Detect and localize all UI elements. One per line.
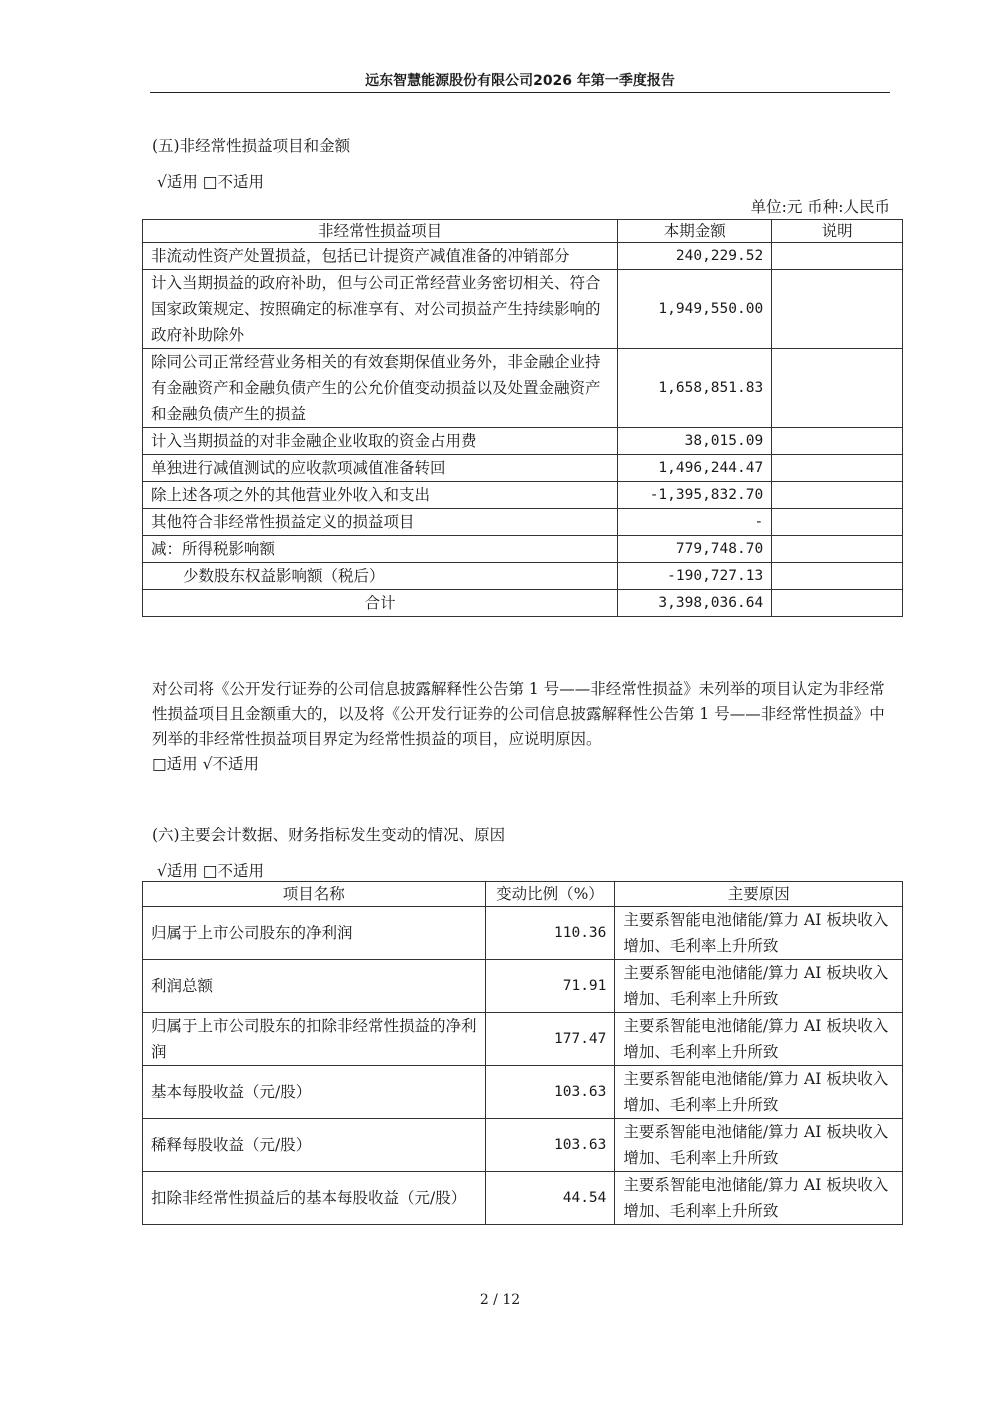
page-number: 2 / 12 (479, 1292, 521, 1308)
table-row (143, 1013, 903, 1066)
row-item: 除同公司正常经营业务相关的有效套期保值业务外，非金融企业持有金融资产和金融负债产生的公允价值变动损益以及处置金融资产和金融负债产生的损益 (143, 349, 618, 428)
row-amount: -190,727.13 (618, 563, 772, 590)
row-item: 少数股东权益影响额（税后） (143, 563, 618, 590)
row-item: 计入当期损益的政府补助，但与公司正常经营业务密切相关、符合国家政策规定、按照确定的标准享有、对公司损益产生持续影响的政府补助除外 (143, 270, 618, 349)
table-row (143, 482, 903, 509)
row-item: 其他符合非经常性损益定义的损益项目 (143, 509, 618, 536)
table-row (143, 536, 903, 563)
table-header-row (143, 882, 903, 907)
row-reason: 主要系智能电池储能/算力 AI 板块收入增加、毛利率上升所致 (615, 1013, 903, 1066)
column-header: 本期金额 (618, 220, 772, 243)
row-item: 基本每股收益（元/股） (143, 1066, 486, 1119)
column-header: 非经常性损益项目 (143, 220, 618, 243)
table-row (143, 1066, 903, 1119)
table-row (143, 1172, 903, 1225)
unit-label: 单位:元 币种:人民币 (750, 198, 890, 216)
row-note (772, 482, 903, 509)
row-amount: 1,496,244.47 (618, 455, 772, 482)
row-reason: 主要系智能电池储能/算力 AI 板块收入增加、毛利率上升所致 (615, 1066, 903, 1119)
row-note (772, 349, 903, 428)
total-row (143, 590, 903, 617)
section5-heading: (五)非经常性损益项目和金额 (152, 137, 351, 155)
row-item: 计入当期损益的对非金融企业收取的资金占用费 (143, 428, 618, 455)
row-ratio: 44.54 (485, 1172, 615, 1225)
row-ratio: 103.63 (485, 1119, 615, 1172)
row-item: 非流动性资产处置损益，包括已计提资产减值准备的冲销部分 (143, 243, 618, 270)
non-recurring-table (142, 219, 903, 617)
row-amount: 240,229.52 (618, 243, 772, 270)
row-note (772, 455, 903, 482)
section6-applicability: √适用 □不适用 (157, 862, 264, 880)
change-table (142, 881, 903, 1225)
table-row (143, 455, 903, 482)
table-row (143, 349, 903, 428)
row-note (772, 509, 903, 536)
row-reason: 主要系智能电池储能/算力 AI 板块收入增加、毛利率上升所致 (615, 907, 903, 960)
page-header: 远东智慧能源股份有限公司2026 年第一季度报告 (365, 73, 675, 89)
row-note (772, 536, 903, 563)
column-header: 说明 (772, 220, 903, 243)
table-row (143, 960, 903, 1013)
column-header: 项目名称 (143, 882, 486, 907)
table-row (143, 563, 903, 590)
column-header: 主要原因 (615, 882, 903, 907)
table-row (143, 509, 903, 536)
row-amount: - (618, 509, 772, 536)
row-amount: -1,395,832.70 (618, 482, 772, 509)
table-row (143, 1119, 903, 1172)
row-ratio: 103.63 (485, 1066, 615, 1119)
row-note (772, 243, 903, 270)
row-amount: 779,748.70 (618, 536, 772, 563)
section5-applicability: √适用 □不适用 (157, 173, 264, 191)
row-item: 除上述各项之外的其他营业外收入和支出 (143, 482, 618, 509)
row-amount: 1,658,851.83 (618, 349, 772, 428)
row-amount: 38,015.09 (618, 428, 772, 455)
row-ratio: 177.47 (485, 1013, 615, 1066)
row-reason: 主要系智能电池储能/算力 AI 板块收入增加、毛利率上升所致 (615, 1172, 903, 1225)
row-reason: 主要系智能电池储能/算力 AI 板块收入增加、毛利率上升所致 (615, 960, 903, 1013)
row-ratio: 110.36 (485, 907, 615, 960)
row-note (772, 563, 903, 590)
row-item: 单独进行减值测试的应收款项减值准备转回 (143, 455, 618, 482)
explanation-text: 对公司将《公开发行证券的公司信息披露解释性公告第 1 号——非经常性损益》未列举的项目认定为非经常性损益项目且金额重大的，以及将《公开发行证券的公司信息披露解释性公告第 1 号——非经常性损益》中列举的非经常性损益项目界定为经常性损益的项目，应说明原因。 (152, 680, 885, 748)
row-note (772, 270, 903, 349)
column-header: 变动比例（%） (485, 882, 615, 907)
total-amount: 3,398,036.64 (618, 590, 772, 617)
header-divider (150, 92, 890, 93)
table-row (143, 428, 903, 455)
row-amount: 1,949,550.00 (618, 270, 772, 349)
row-ratio: 71.91 (485, 960, 615, 1013)
table-row (143, 907, 903, 960)
row-item: 扣除非经常性损益后的基本每股收益（元/股） (143, 1172, 486, 1225)
total-label: 合计 (143, 590, 618, 617)
row-item: 利润总额 (143, 960, 486, 1013)
row-item: 减：所得税影响额 (143, 536, 618, 563)
table-row (143, 243, 903, 270)
row-item: 稀释每股收益（元/股） (143, 1119, 486, 1172)
explanation-applicability: □适用 √不适用 (152, 755, 259, 773)
table-header-row (143, 220, 903, 243)
row-item: 归属于上市公司股东的净利润 (143, 907, 486, 960)
explanation-paragraph (152, 677, 892, 777)
table-row (143, 270, 903, 349)
section6-heading: (六)主要会计数据、财务指标发生变动的情况、原因 (152, 826, 506, 844)
row-reason: 主要系智能电池储能/算力 AI 板块收入增加、毛利率上升所致 (615, 1119, 903, 1172)
total-note (772, 590, 903, 617)
row-note (772, 428, 903, 455)
row-item: 归属于上市公司股东的扣除非经常性损益的净利润 (143, 1013, 486, 1066)
